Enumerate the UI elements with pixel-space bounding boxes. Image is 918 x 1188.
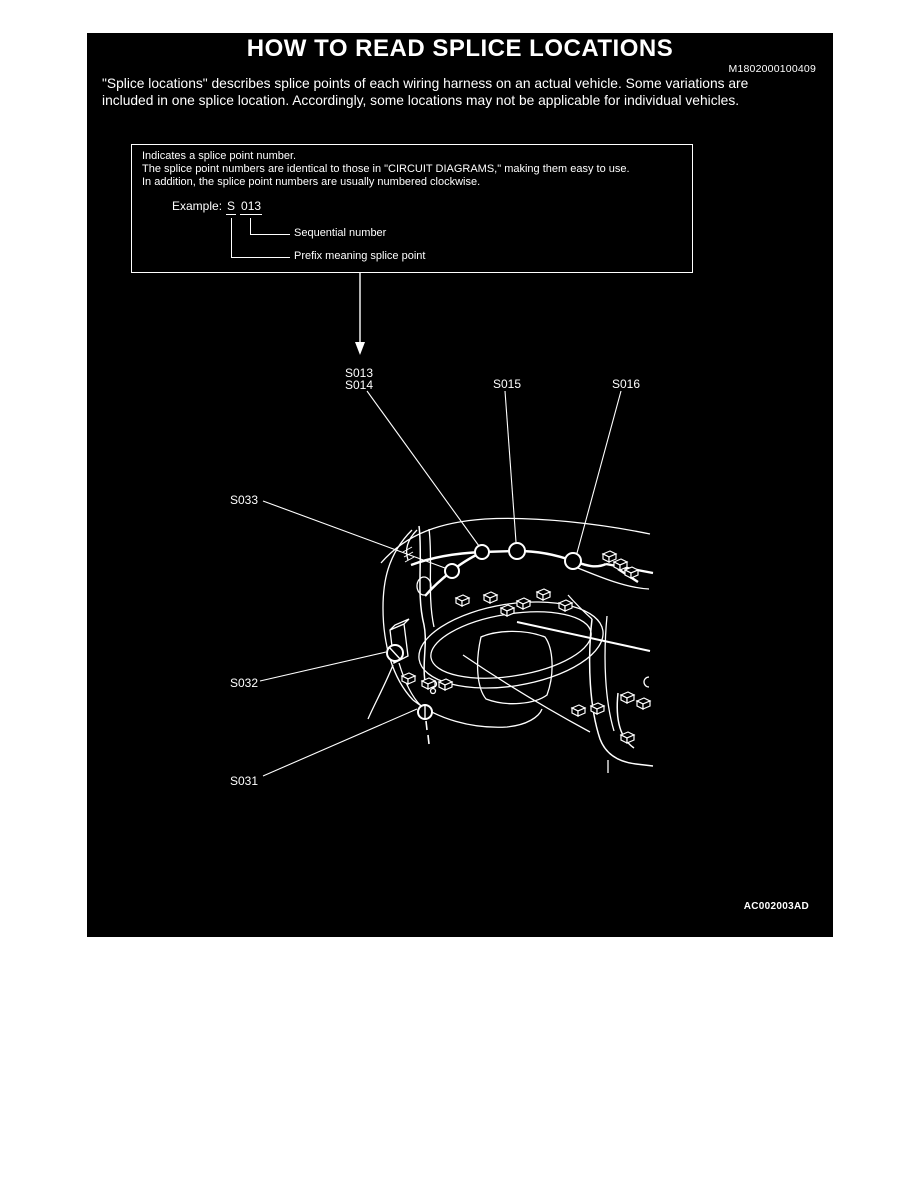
splice-point-markers bbox=[387, 543, 581, 720]
info-line-2: The splice point numbers are identical to those in "CIRCUIT DIAGRAMS," making them easy to use. bbox=[142, 163, 630, 175]
example-prefix: S bbox=[227, 199, 236, 213]
page-title: HOW TO READ SPLICE LOCATIONS bbox=[246, 35, 674, 62]
prefix-callout: Prefix meaning splice point bbox=[294, 250, 426, 262]
label-s013: S013 bbox=[345, 366, 374, 380]
splice-marker-s016 bbox=[565, 553, 581, 569]
figure-code: AC002003AD bbox=[743, 901, 809, 912]
info-line-3: In addition, the splice point numbers are usually numbered clockwise. bbox=[142, 176, 481, 188]
label-s031: S031 bbox=[230, 774, 259, 788]
splice-marker-s015 bbox=[509, 543, 525, 559]
info-line-1: Indicates a splice point number. bbox=[142, 150, 297, 162]
label-s032: S032 bbox=[230, 676, 259, 690]
label-s033: S033 bbox=[230, 493, 259, 507]
example-number: 013 bbox=[241, 199, 262, 213]
splice-marker-s033 bbox=[445, 564, 459, 578]
sequential-number-callout: Sequential number bbox=[294, 227, 387, 239]
splice-locations-panel bbox=[87, 33, 833, 937]
document-code: M1802000100409 bbox=[728, 63, 816, 75]
intro-line-1: "Splice locations" describes splice points of each wiring harness on an actual vehicle. Some variations are bbox=[102, 76, 749, 91]
label-s015: S015 bbox=[493, 377, 522, 391]
label-s014: S014 bbox=[345, 378, 374, 392]
label-s016: S016 bbox=[612, 377, 641, 391]
dashboard-splice-diagram bbox=[87, 33, 833, 937]
splice-marker-s013-s014 bbox=[475, 545, 489, 559]
leader-lines bbox=[260, 391, 621, 776]
example-label: Example: bbox=[172, 199, 223, 213]
down-arrow-icon bbox=[355, 273, 365, 355]
intro-line-2: included in one splice location. Accordingly, some locations may not be applicable for individual vehicles. bbox=[102, 92, 740, 108]
connector-icons bbox=[402, 551, 650, 743]
